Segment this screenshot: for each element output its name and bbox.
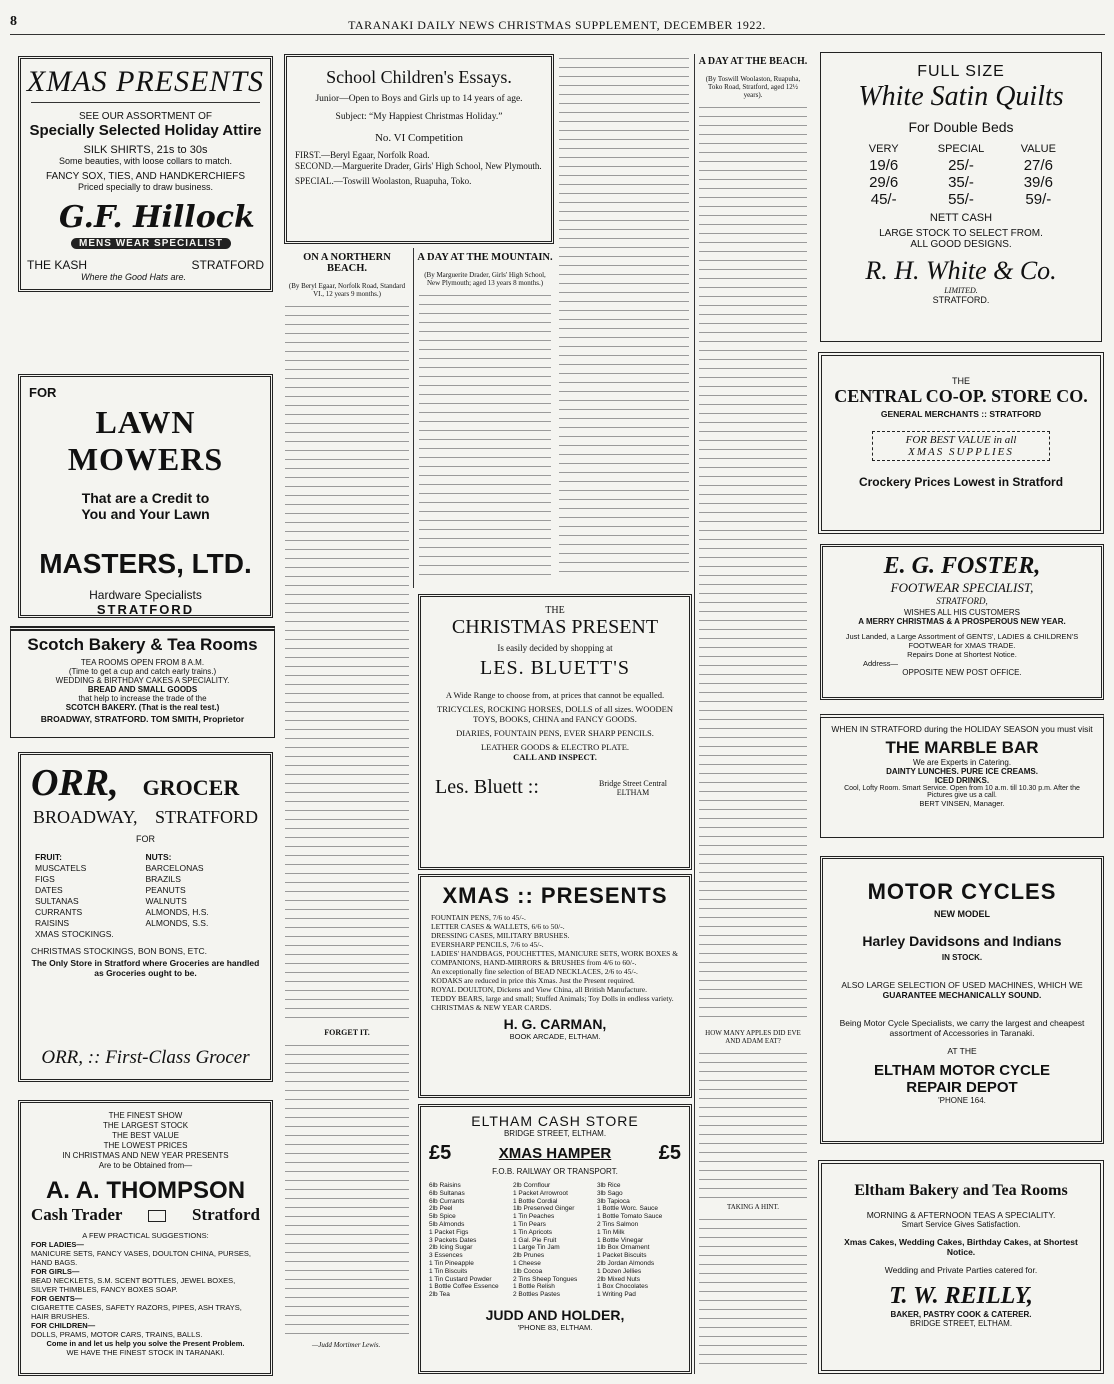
carman-item: An exceptionally fine selection of BEAD NECKLACES, 2/6 to 45/-. [431,967,638,976]
ad-line: OPPOSITE NEW POST OFFICE. [902,668,1022,677]
fruit-item: XMAS STOCKINGS. [35,929,114,939]
hamper-item: 6lb Currants [429,1197,465,1205]
ad-the: THE [545,605,565,616]
ad-les-bluett [418,594,692,870]
carman-item: KODAKS are reduced in price this Xmas. Just the Present required. [431,976,635,985]
carman-item: ROYAL DOULTON, Dickens and View China, all British Manufacture. [431,985,647,994]
ad-line: XMAS SUPPLIES [908,446,1014,458]
shop-name: THE KASH [27,258,88,272]
ad-line: Priced specially to draw business. [77,182,214,192]
article-byline: (By Beryl Egaar, Norfolk Road, Standard VI., 12 years 9 months.) [288,282,406,298]
ad-thompson [18,1100,273,1376]
ad-title: Scotch Bakery & Tea Rooms [27,635,258,654]
hamper-price: £5 [429,1142,452,1164]
ad-line: TRICYCLES, ROCKING HORSES, DOLLS of all sizes. WOODEN TOYS, BOOKS, CHINA and FANCY GOODS. [437,704,673,724]
ad-line: WEDDING & BIRTHDAY CAKES A SPECIALITY. [55,676,230,685]
ad-eltham-cash-store [418,1104,692,1374]
hint-title: TAKING A HINT. [727,1203,779,1211]
ad-line: Is easily decided by shopping at [497,643,613,653]
article-mountain-cont [556,54,692,584]
trader-icon [148,1210,166,1222]
ad-address: BRIDGE STREET, ELTHAM. [503,1129,607,1138]
hamper-col-b [513,1182,597,1299]
ad-line: IN CHRISTMAS AND NEW YEAR PRESENTS [62,1151,229,1160]
ad-grocer: GROCER [142,775,240,800]
ad-line: THE BEST VALUE [112,1131,179,1140]
article-title: A DAY AT THE MOUNTAIN. [417,252,553,263]
essay-second: SECOND.—Marguerite Drader, Girls' High School, New Plymouth. [295,161,542,171]
ad-name: LES. BLUETT'S [480,657,630,679]
hamper-item: 6lb Raisins [429,1182,461,1189]
column-rule [413,248,414,588]
fruit-item: MUSCATELS [35,863,87,873]
ad-title: LAWN MOWERS [67,404,224,477]
ad-line: Harley Davidsons and Indians [862,933,1062,949]
carman-item: DRESSING CASES, MILITARY BRUSHES. [431,931,570,940]
ad-line: Wedding and Private Parties catered for. [884,1265,1038,1275]
hamper-item: 1lb Preserved Ginger [513,1205,575,1213]
ad-scotch-bakery [10,626,275,738]
ad-line: ICED DRINKS. [934,776,990,785]
ad-line: FOOTWEAR SPECIALIST, [890,580,1034,595]
ad-line: BERT VINSEN, Manager. [919,799,1005,808]
ad-line: ALL GOOD DESIGNS. [910,239,1012,250]
carman-item: TEDDY BEARS, large and small; Stuffed Animals; Toy Dolls in endless variety. [431,994,674,1003]
quilt-price: 59/- [1025,191,1052,208]
ad-line: A Wide Range to choose from, at prices that cannot be equalled. [445,690,665,700]
hamper-item: 2 Tins Sheep Tongues [513,1275,578,1283]
nut-item: BARCELONAS [145,863,204,873]
ad-line: Crockery Prices Lowest in Stratford [858,475,1064,489]
ad-line: The Only Store in Stratford where Groceries are handled as Groceries ought to be. [31,958,260,978]
nut-item: WALNUTS [145,896,187,906]
hamper-item: 1 Bottle Cordial [513,1197,558,1205]
article-byline: (By Marguerite Drader, Girls' High School, New Plymouth; aged 13 years 8 months.) [424,271,546,287]
fruit-item: CURRANTS [35,907,83,917]
hamper-item: 1 Cheese [513,1259,541,1267]
carman-item: LETTER CASES & WALLETS, 6/6 to 50/-. [431,922,565,931]
hamper-item: 1 Packet Figs [429,1228,469,1236]
ad-line: Some beauties, with loose collars to match. [58,156,233,166]
shop-town: STRATFORD [191,258,264,272]
ad-address: BOOK ARCADE, ELTHAM. [509,1032,601,1041]
hamper-item: 1 Bottle Worc. Sauce [597,1205,658,1213]
gents-items: CIGARETTE CASES, SAFETY RAZORS, PIPES, ASH TRAYS, HAIR BRUSHES. [31,1303,242,1321]
ad-name: R. H. White & Co. [865,256,1057,285]
essay-special: SPECIAL.—Toswill Woolaston, Ruapuha, Toko. [295,176,472,186]
hamper-item: 1 Writing Pad [597,1291,636,1299]
poem-body [285,1041,409,1341]
ad-line: TEA ROOMS OPEN FROM 8 A.M. [80,658,205,667]
hamper-item: 2 Bottles Pastes [513,1291,560,1299]
carman-item: EVERSHARP PENCILS, 7/6 to 45/-. [431,940,544,949]
ad-line: For Double Beds [908,119,1014,135]
ad-carman [418,874,692,1098]
hamper-item: 3lb Sago [597,1189,623,1197]
ad-line: We are Experts in Catering. [912,758,1012,767]
fruit-item: FIGS [35,874,55,884]
ad-line: A FEW PRACTICAL SUGGESTIONS: [82,1231,209,1240]
essay-first: FIRST.—Beryl Egaar, Norfolk Road. [295,150,430,160]
article-body [699,103,807,1023]
hamper-col-a [429,1182,513,1299]
hamper-item: 2lb Mixed Nuts [597,1275,640,1283]
ad-address: Bridge Street Central ELTHAM [599,778,667,797]
children-items: DOLLS, PRAMS, MOTOR CARS, TRAINS, BALLS. [31,1330,203,1339]
quilt-prices [845,157,1077,208]
hamper-item: 1 Bottle Relish [513,1283,555,1291]
children-heading: FOR CHILDREN— [31,1321,96,1330]
quilt-head [845,143,1077,155]
hamper-item: 1 Tin Pears [513,1220,546,1228]
hamper-item: 2lb Peel [429,1205,453,1213]
ad-line: THE LOWEST PRICES [103,1141,188,1150]
ad-line: IN STOCK. [941,953,983,962]
hamper-item: 2 Tins Salmon [597,1220,639,1228]
carman-items [431,913,679,1012]
nut-item: ALMONDS, S.S. [145,918,209,928]
ad-line: You and Your Lawn [81,506,210,522]
article-title: A DAY AT THE BEACH. [698,56,808,67]
hillock-logo [31,200,260,258]
ad-line: MORNING & AFTERNOON TEAS A SPECIALITY. [866,1210,1056,1220]
hamper-price: £5 [658,1142,681,1164]
ad-line: WE HAVE THE FINEST STOCK IN TARANAKI. [66,1348,225,1357]
ad-line: Xmas Cakes, Wedding Cakes, Birthday Cakes, at Shortest Notice. [844,1237,1078,1257]
ad-line: Repairs Done at Shortest Notice. [907,650,1017,659]
hamper-item: 2lb Prunes [513,1252,545,1260]
ad-title: XMAS PRESENTS [26,65,265,98]
ad-name: ELTHAM MOTOR CYCLE [873,1062,1051,1079]
ad-line: Are to be Obtained from— [98,1161,193,1170]
ad-line: BAKER, PASTRY COOK & CATERER. [890,1310,1032,1319]
ad-signature: Les. Bluett :: [435,776,539,798]
hamper-item: 1 Tin Custard Powder [429,1275,492,1283]
hamper-item: 3 Essences [429,1252,463,1260]
ad-line: THE FINEST SHOW [108,1111,183,1120]
quilt-price: 27/6 [1023,157,1053,174]
ladies-heading: FOR LADIES— [31,1240,84,1249]
hamper-item: 1 Tin Apricots [513,1228,553,1236]
coop-banner [872,431,1050,461]
ad-for: FOR [136,834,155,844]
ad-title: White Satin Quilts [858,81,1064,112]
article-title: ON A NORTHERN BEACH. [303,252,391,274]
quilt-price: 25/- [948,157,974,174]
nut-item: ALMONDS, H.S. [145,907,209,917]
ad-line: Hardware Specialists [89,588,202,602]
ad-name: E. G. FOSTER, [883,553,1041,579]
ad-line: Address— [863,659,899,668]
carman-item: FOUNTAIN PENS, 7/6 to 45/-. [431,913,526,922]
hamper-item: 2lb Tea [429,1291,450,1299]
essays-competition: No. VI Competition [374,132,464,144]
logo-banner: MENS WEAR SPECIALIST [71,238,231,249]
hamper-item: 1 Packet Biscuits [597,1252,647,1260]
essays-subject: Subject: “My Happiest Christmas Holiday.” [335,112,503,122]
column-rule [694,54,695,1374]
hamper-item: 1 Bottle Tomato Sauce [597,1213,663,1221]
article-body [559,54,689,574]
poem-title: FORGET IT. [324,1028,370,1037]
ad-line: GENERAL MERCHANTS :: STRATFORD [880,409,1042,419]
ad-lawn-mowers [18,374,273,618]
article-beach [697,52,809,1376]
ad-line: WHEN IN STRATFORD during the HOLIDAY SEASON you must visit [831,724,1093,734]
hamper-item: 6lb Sultanas [429,1189,465,1197]
ad-line: ALSO LARGE SELECTION OF USED MACHINES, WHICH WE [841,980,1083,990]
quilt-head-cell: SPECIAL [937,143,985,155]
quilt-price: 39/6 [1023,174,1053,191]
essays-line: Junior—Open to Boys and Girls up to 14 years of age. [315,94,523,104]
nuts-heading: NUTS: [145,852,172,862]
ad-phone: 'PHONE 164. [938,1096,986,1105]
ad-title: ELTHAM CASH STORE [471,1113,639,1129]
ad-line: CHRISTMAS STOCKINGS, BON BONS, ETC. [31,946,208,956]
ad-town: STRATFORD. [932,295,990,305]
hamper-item: 1 Box Chocolates [597,1283,648,1291]
ad-motor-cycles [820,856,1104,1144]
ad-name: T. W. REILLY, [889,1283,1033,1309]
hamper-item: 2lb Jordan Almonds [597,1259,655,1267]
hamper-item: 1lb Box Ornament [597,1244,650,1252]
ad-foster [820,544,1104,700]
fruit-list [35,863,146,940]
hamper-item: 5lb Spice [429,1213,456,1221]
hamper-item: 3lb Tapioca [597,1197,630,1205]
ad-line: NETT CASH [929,212,993,224]
ad-marble-bar [820,714,1104,838]
fruit-item: RAISINS [35,918,70,928]
ad-quilts [820,52,1102,342]
hamper-item: 1 Tin Milk [597,1228,625,1236]
nuts-list [146,863,257,929]
ad-trader: Cash Trader [31,1205,123,1224]
ad-line: FULL SIZE [917,63,1005,80]
adam-body [699,1049,807,1199]
adam-title: HOW MANY APPLES DID EVE AND ADAM EAT? [705,1029,801,1045]
fruit-heading: FRUIT: [35,852,62,862]
logo-script: G.F. Hillock [59,200,255,235]
ad-line: AT THE [947,1046,977,1056]
shop-tag: Where the Good Hats are. [81,272,187,282]
quilt-head-cell: VALUE [1020,143,1056,155]
gents-heading: FOR GENTS— [31,1294,83,1303]
ad-name: A. A. THOMPSON [45,1177,246,1204]
ad-line: SILK SHIRTS, 21s to 30s [83,144,208,156]
quilt-head-cell: VERY [868,143,899,155]
hamper-item: 3 Packets Dates [429,1236,477,1244]
ad-line: DIARIES, FOUNTAIN PENS, EVER SHARP PENCILS. [456,728,654,738]
page-number: 8 [10,14,17,29]
article-body [285,302,409,1022]
ad-line: NEW MODEL [934,909,990,919]
ad-name: MASTERS, LTD. [39,548,252,579]
ad-ltd: LIMITED. [944,286,978,295]
hamper-item: 1 Large Tin Jam [513,1244,560,1252]
ad-orr-grocer [18,752,273,1082]
ad-line: BREAD AND SMALL GOODS [87,685,198,694]
essays-box [284,54,554,244]
ad-line: DAINTY LUNCHES. PURE ICE CREAMS. [886,767,1038,776]
article-northern-beach [282,248,412,1376]
hamper-item: 1 Tin Peaches [513,1213,555,1221]
ladies-items: MANICURE SETS, FANCY VASES, DOULTON CHINA, PURSES, HAND BAGS. [31,1249,251,1267]
ad-line: FANCY SOX, TIES, AND HANDKERCHIEFS [45,171,246,182]
ad-line: Come in and let us help you solve the Present Problem. [46,1339,245,1348]
quilt-price: 55/- [948,191,974,208]
ad-line: that help to increase the trade of the [78,694,207,703]
hamper-item: 1 Bottle Coffee Essence [429,1283,499,1291]
ad-line: CALL AND INSPECT. [513,752,597,762]
hamper-col-c [597,1182,681,1299]
hamper-item: 1 Dozen Jellies [597,1267,642,1275]
carman-item: CHRISTMAS & NEW YEAR CARDS. [431,1003,552,1012]
ad-line: BROADWAY, STRATFORD. TOM SMITH, Proprietor [40,714,245,724]
hamper-title: XMAS HAMPER [498,1145,612,1162]
essays-title: School Children's Essays. [326,67,512,87]
hamper-item: 3lb Rice [597,1182,621,1189]
ad-town: Stratford [192,1205,260,1224]
hamper-item: 1 Tin Biscuits [429,1267,468,1275]
ad-line: Being Motor Cycle Specialists, we carry the largest and cheapest assortment of Accessories in Taranaki. [839,1018,1085,1038]
ad-for: FOR [29,385,57,400]
ad-xmas-presents [18,56,273,292]
ad-name: ORR, [31,762,119,804]
ad-line: GUARANTEE MECHANICALLY SOUND. [882,990,1042,1000]
quilt-price: 29/6 [869,174,899,191]
fruit-item: DATES [35,885,63,895]
quilt-price: 45/- [870,191,897,208]
ad-foot: ORR, :: First-Class Grocer [41,1047,250,1068]
hamper-item: 1 Tin Pineapple [429,1259,474,1267]
ad-title: Eltham Bakery and Tea Rooms [854,1182,1068,1199]
ad-broadway: BROADWAY, [33,807,138,827]
ad-line: SEE OUR ASSORTMENT OF [79,111,212,122]
ad-line: STRATFORD, [936,596,988,606]
hamper-item: 1 Gal. Pie Fruit [513,1236,557,1244]
hamper-item: 5lb Almonds [429,1220,465,1228]
ad-line: STRATFORD [96,602,195,617]
ad-line: Cool, Lofty Room. Smart Service. Open from 10 a.m. till 10.30 p.m. After the Pictures give us a call. [844,785,1080,799]
hamper-item: 2lb Cornflour [513,1182,551,1189]
hamper-item: 2lb Icing Sugar [429,1244,473,1252]
nut-item: BRAZILS [145,874,181,884]
fruit-item: SULTANAS [35,896,79,906]
hamper-item: 1lb Cocoa [513,1267,543,1275]
article-byline: (By Toswill Woolaston, Ruapuha, Toko Road, Stratford, aged 12½ years). [705,75,801,99]
ad-line: (Time to get a cup and catch early trains.) [68,667,217,676]
quilt-price: 35/- [948,174,974,191]
ad-title: CHRISTMAS PRESENT [451,616,659,638]
ad-line: LARGE STOCK TO SELECT FROM. [879,228,1043,239]
ad-line: Smart Service Gives Satisfaction. [901,1220,1021,1229]
article-body [419,291,551,581]
ad-line: Specially Selected Holiday Attire [29,122,262,139]
hamper-item: 1 Packet Arrowroot [513,1189,568,1197]
ad-coop [818,352,1104,534]
ad-name: H. G. CARMAN, [503,1016,607,1032]
masthead-rule [10,34,1105,35]
quilt-price: 19/6 [869,157,899,174]
masthead-title: TARANAKI DAILY NEWS CHRISTMAS SUPPLEMENT, DECEMBER 1922. [348,18,766,32]
ad-stratford: STRATFORD [154,807,258,827]
carman-item: LADIES' HANDBAGS, POUCHETTES, MANICURE SETS, WORK BOXES & COMPANIONS, HAND-MIRRORS & BRUSHES from 4/6 to 60/-. [431,949,679,967]
hint-body [699,1215,807,1365]
ad-phone: 'PHONE 83, ELTHAM. [517,1322,593,1332]
article-mountain [416,248,554,588]
ad-line: F.O.B. RAILWAY OR TRANSPORT. [492,1167,618,1176]
nut-item: PEANUTS [145,885,186,895]
ad-line: WISHES ALL HIS CUSTOMERS [903,608,1021,617]
ad-title: MOTOR CYCLES [867,879,1057,904]
ad-title: CENTRAL CO-OP. STORE CO. [834,386,1088,406]
poem-author: —Judd Mortimer Lewis. [312,1341,381,1349]
hamper-item: 1 Bottle Vinegar [597,1236,644,1244]
ad-title: THE MARBLE BAR [885,738,1039,757]
ad-name: JUDD AND HOLDER, [485,1306,625,1323]
girls-items: BEAD NECKLETS, S.M. SCENT BOTTLES, JEWEL BOXES, SILVER THIMBLES, FANCY BOXES SOAP. [31,1276,236,1294]
ad-line: SCOTCH BAKERY. (That is the real test.) [65,703,220,712]
ad-the: THE [952,376,970,386]
ad-title: XMAS :: PRESENTS [442,883,668,908]
ad-line: A MERRY CHRISTMAS & A PROSPEROUS NEW YEAR. [858,617,1066,626]
ad-line: LEATHER GOODS & ELECTRO PLATE. [480,742,630,752]
ad-name: REPAIR DEPOT [906,1079,1018,1096]
ad-reilly [818,1160,1104,1374]
ad-line: THE LARGEST STOCK [102,1121,189,1130]
ad-line: That are a Credit to [81,490,210,506]
ad-line: Just Landed, a Large Assortment of GENTS', LADIES & CHILDREN'S FOOTWEAR for XMAS TRADE. [845,632,1079,650]
ad-line: BRIDGE STREET, ELTHAM. [909,1319,1013,1328]
ad-line: FOR BEST VALUE in all [905,434,1017,446]
girls-heading: FOR GIRLS— [31,1267,80,1276]
